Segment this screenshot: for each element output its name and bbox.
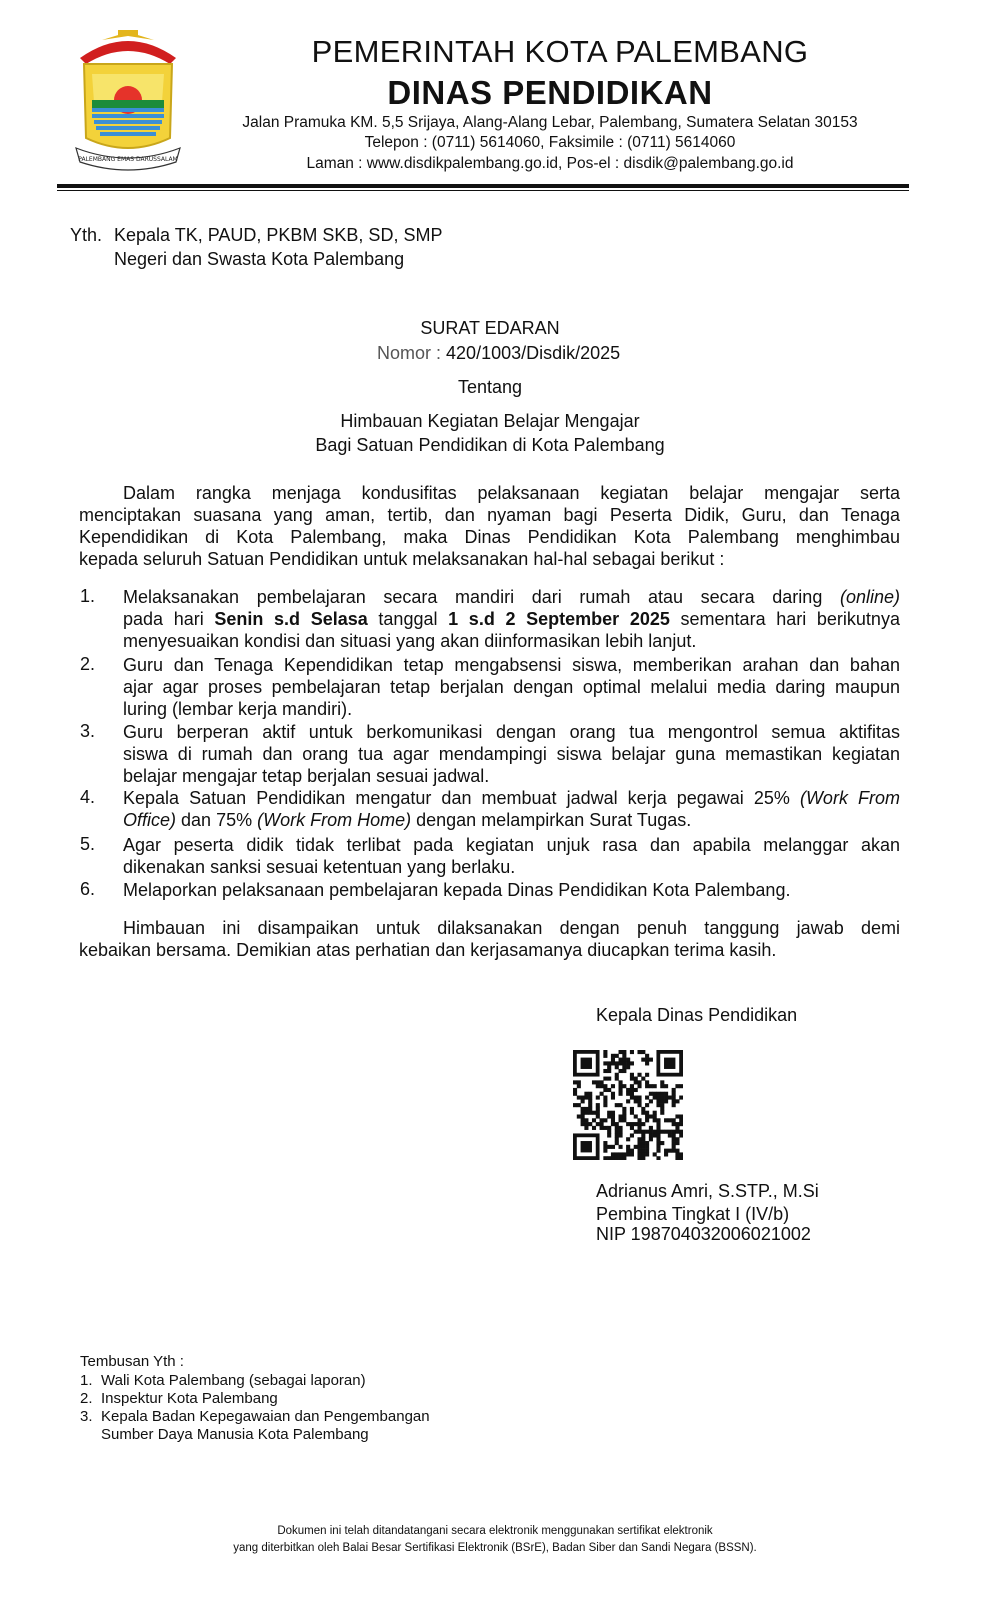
document-number <box>377 343 620 364</box>
cc-item-number: 3. <box>80 1408 93 1425</box>
agency-web: Laman : www.disdikpalembang.go.id, Pos-el : disdik@palembang.go.id <box>306 155 794 172</box>
item-bold-text: 1 s.d 2 September 2025 <box>448 609 670 629</box>
item-line <box>123 809 900 831</box>
item-text: dengan melampirkan Surat Tugas. <box>416 810 692 830</box>
agency-address: Jalan Pramuka KM. 5,5 Srijaya, Alang-Alang Lebar, Palembang, Sumatera Selatan 30153 <box>242 114 858 131</box>
item-line <box>123 787 900 809</box>
number-value: 420/1003/Disdik/2025 <box>446 343 621 363</box>
intro-line: kepada seluruh Satuan Pendidikan untuk melaksanakan hal-hal sebagai berikut : <box>79 549 725 569</box>
item-line <box>123 608 900 630</box>
agency-name: DINAS PENDIDIKAN <box>387 74 713 111</box>
recipient-line1: Kepala TK, PAUD, PKBM SKB, SD, SMP <box>114 225 443 245</box>
item-text: Melaksanakan pembelajaran secara mandiri dari rumah atau secara daring <box>123 587 823 607</box>
item-text: dan 75% <box>181 810 253 830</box>
item-line: siswa di rumah dan orang tua agar mendampingi siswa belajar guna memastikan kegiatan <box>123 744 900 764</box>
about-label: Tentang <box>457 377 523 397</box>
signatory-name: Adrianus Amri, S.STP., M.Si <box>596 1181 819 1201</box>
qr-code-signature <box>573 1050 683 1160</box>
item-number: 1. <box>80 586 96 606</box>
item-number: 5. <box>80 834 96 854</box>
closing-line: Himbauan ini disampaikan untuk dilaksanakan dengan penuh tanggung jawab demi <box>123 918 900 938</box>
footer-e-signature-note: Dokumen ini telah ditandatangani secara elektronik menggunakan sertifikat elektronik <box>277 1525 713 1537</box>
item-italic-text: (Work From <box>799 788 900 808</box>
subject-line2: Bagi Satuan Pendidikan di Kota Palembang <box>315 435 665 455</box>
item-line: menyesuaikan kondisi dan situasi yang akan diinformasikan lebih lanjut. <box>123 631 697 651</box>
item-bold-text: Senin s.d Selasa <box>214 609 368 629</box>
cc-heading: Tembusan Yth : <box>80 1353 184 1370</box>
item-line: Melaporkan pelaksanaan pembelajaran kepada Dinas Pendidikan Kota Palembang. <box>123 880 791 900</box>
agency-phone: Telepon : (0711) 5614060, Faksimile : (0711) 5614060 <box>364 134 736 151</box>
cc-item: Kepala Badan Kepegawaian dan Pengembangan <box>101 1408 430 1425</box>
intro-line: Kependidikan di Kota Palembang, maka Dinas Pendidikan Kota Palembang menghimbau <box>79 527 900 547</box>
item-line: dikenakan sanksi sesuai ketentuan yang berlaku. <box>123 857 516 877</box>
item-number: 3. <box>80 721 96 741</box>
footer-e-signature-note: yang diterbitkan oleh Balai Besar Sertifikasi Elektronik (BSrE), Badan Siber dan Sandi Negara (BSSN). <box>233 1542 757 1554</box>
closing-line: kebaikan bersama. Demikian atas perhatian dan kerjasamanya diucapkan terima kasih. <box>79 940 777 960</box>
cc-item-continuation: Sumber Daya Manusia Kota Palembang <box>101 1426 369 1443</box>
item-line: belajar mengajar tetap berjalan sesuai jadwal. <box>123 766 490 786</box>
item-text: Kepala Satuan Pendidikan mengatur dan membuat jadwal kerja pegawai 25% <box>123 788 790 808</box>
item-line <box>123 586 900 608</box>
recipient-line2: Negeri dan Swasta Kota Palembang <box>114 249 405 269</box>
document-type: SURAT EDARAN <box>420 318 560 338</box>
subject-line1: Himbauan Kegiatan Belajar Mengajar <box>340 411 640 431</box>
signatory-nip: NIP 198704032006021002 <box>596 1224 811 1244</box>
recipient-prefix: Yth. <box>70 225 103 245</box>
city-emblem <box>72 30 184 180</box>
item-number: 6. <box>80 879 96 899</box>
item-text: tanggal <box>378 609 438 629</box>
item-line: Guru berperan aktif untuk berkomunikasi dengan orang tua mengontrol semua aktifitas <box>123 722 900 742</box>
signatory-position: Kepala Dinas Pendidikan <box>596 1005 798 1025</box>
item-number: 2. <box>80 654 96 674</box>
intro-line: Dalam rangka menjaga kondusifitas pelaksanaan kegiatan belajar mengajar serta <box>123 483 900 503</box>
government-name: PEMERINTAH KOTA PALEMBANG <box>311 34 809 69</box>
item-italic-text: Office) <box>123 810 177 830</box>
cc-item-number: 1. <box>80 1372 93 1389</box>
item-number: 4. <box>80 787 96 807</box>
intro-line: menciptakan suasana yang aman, tertib, dan nyaman bagi Peserta Didik, Guru, dan Tenaga <box>79 505 900 525</box>
item-italic-text: (Work From Home) <box>257 810 412 830</box>
item-text: pada hari <box>123 609 204 629</box>
svg-text:PALEMBANG EMAS DARUSSALAM: PALEMBANG EMAS DARUSSALAM <box>78 156 178 163</box>
item-text: sementara hari berikutnya <box>680 609 900 629</box>
cc-item: Inspektur Kota Palembang <box>101 1390 278 1407</box>
header-divider-thick <box>57 184 909 188</box>
item-line: ajar agar proses pembelajaran tetap berjalan dengan optimal melalui media daring maupun <box>123 677 900 697</box>
header-divider-thin <box>57 190 909 191</box>
signatory-rank: Pembina Tingkat I (IV/b) <box>596 1204 790 1224</box>
item-line: Agar peserta didik tidak terlibat pada kegiatan unjuk rasa dan apabila melanggar akan <box>123 835 900 855</box>
item-line: luring (lembar kerja mandiri). <box>123 699 353 719</box>
item-italic-text: (online) <box>839 587 900 607</box>
cc-item: Wali Kota Palembang (sebagai laporan) <box>101 1372 366 1389</box>
cc-item-number: 2. <box>80 1390 93 1407</box>
item-line: Guru dan Tenaga Kependidikan tetap mengabsensi siswa, memberikan arahan dan bahan <box>123 655 900 675</box>
number-label: Nomor : <box>377 343 442 363</box>
